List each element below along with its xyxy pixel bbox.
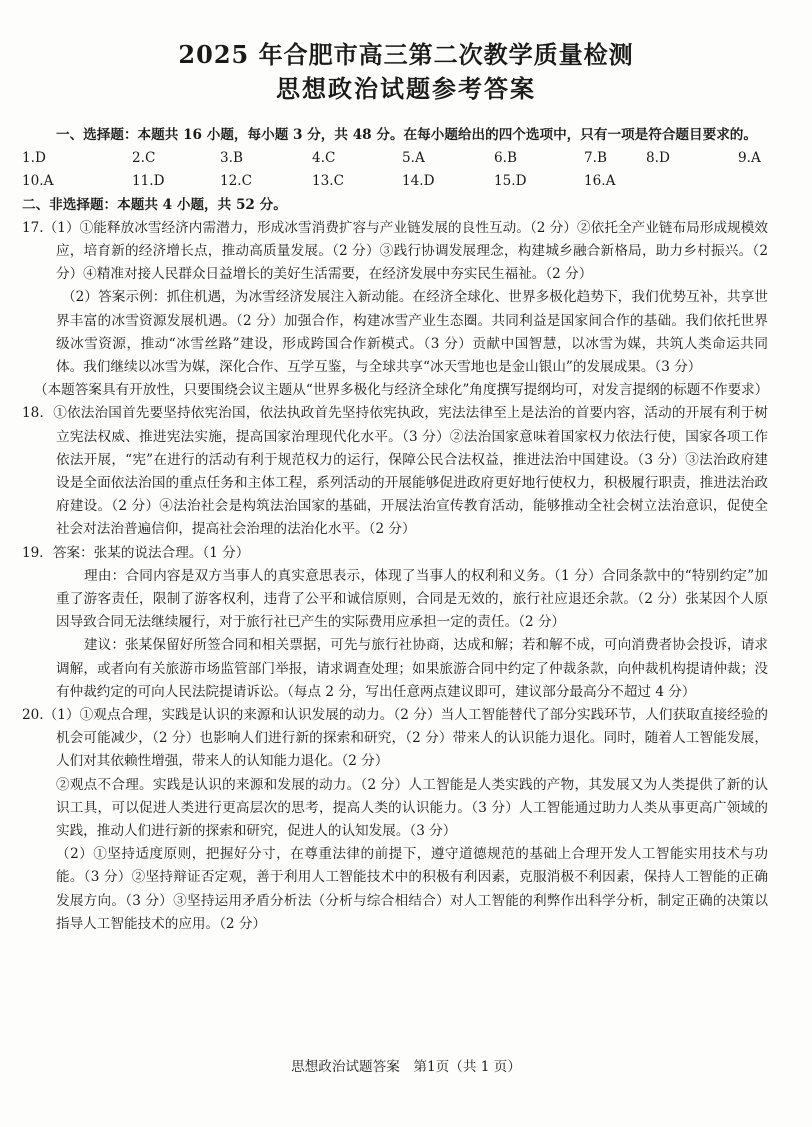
q17-part2: （2）答案示例：抓住机遇，为冰雪经济发展注入新动能。在经济全球化、世界多极化趋势下，我们优势互补，共享世界丰富的冰雪资源发展机遇。（2 分）加强合作，构建冰雪产业生态圈。共同利益是国家间合作的基础。我们依托世界级冰雪资源，推动“冰雪丝路”建设，形成跨国合作新模式。（3 分）贡献中国智慧，以冰雪为媒，共筑人类命运共同体。我们继续以冰雪为媒，深化合作、互学互鉴，与全球共享“冰天雪地也是金山银山”的发展成果。（3 分） (56, 289, 768, 376)
choice-answer: 11.D (132, 173, 165, 190)
choice-answer: 7.B (584, 150, 607, 167)
choice-answer: 13.C (312, 173, 345, 190)
choice-answer: 3.B (220, 150, 243, 167)
choice-answer: 4.C (312, 150, 336, 167)
section1-heading: 一、选择题：本题共 16 小题，每小题 3 分，共 48 分。在每小题给出的四个选项中，只有一项是符合题目要求的。 (56, 127, 757, 143)
choice-answer: 2.C (132, 150, 156, 167)
q20-part2: （2）①坚持适度原则，把握好分寸，在尊重法律的前提下，遵守道德规范的基础上合理开发人工智能实用技术与功能。（3 分）②坚持辩证否定观，善于利用人工智能技术中的积极有利因素，克服消极不利因素，保持人工智能的正确发展方向。（3 分）③坚持运用矛盾分析法（分析与综合相结合）对人工智能的利弊作出科学分析，制定正确的决策以指导人工智能技术的应用。（2 分） (56, 846, 768, 932)
choice-answer: 14.D (402, 173, 435, 190)
choice-answer: 8.D (646, 150, 670, 167)
document-subtitle: 思想政治试题参考答案 (276, 74, 536, 103)
question-18 (22, 402, 768, 541)
question-17 (22, 217, 768, 403)
choice-answer: 9.A (738, 150, 761, 167)
document-title: 2025 年合肥市高三第二次教学质量检测 (178, 40, 634, 69)
choice-answer: 6.B (494, 150, 517, 167)
q18-text: 18．①依法治国首先要坚持依宪治国，依法执政首先坚持依宪执政，宪法法律至上是法治的首要内容，活动的开展有利于树立宪法权威、推进宪法实施，提高国家治理现代化水平。（3 分）②法治国家意味着国家权力依法行使，国家各项工作依法开展，“宪”在进行的活动有利于规范权力的运行，保障公民合法权益，推进法治中国建设。（3 分）③法治政府建设是全面依法治国的重点任务和主体工程，系列活动的开展能够促进政府更好地行使权力，积极履行职责，推进法治政府建设。（2 分）④法治社会是构筑法治国家的基础，开展法治宣传教育活动，能够推动全社会树立法治意识，促使全社会对法治普遍信仰，提高社会治理的法治化水平。（2 分） (22, 405, 768, 538)
q19-answer: 19．答案：张某的说法合理。（1 分） (22, 544, 250, 561)
choice-answer: 5.A (402, 150, 425, 167)
q19-suggestion: 建议：张某保留好所签合同和相关票据，可先与旅行社协商，达成和解；若和解不成，可向消费者协会投诉，请求调解，或者向有关旅游市场监管部门举报，请求调查处理；如果旅游合同中约定了仲裁条款，向仲裁机构提请仲裁；没有仲裁约定的可向人民法院提请诉讼。（每点 2 分，写出任意两点建议即可，建议部分最高分不超过 4 分） (56, 637, 768, 700)
question-20 (22, 704, 768, 936)
q20-part1b: ②观点不合理。实践是认识的来源和发展的动力。（2 分）人工智能是人类实践的产物，其发展又为人类提供了新的认识工具，可以促进人类进行更高层次的思考，提高人类的认识能力。（3 分）人工智能通过助力人类从事更高广领域的实践，推动人们进行新的探索和研究，促进人的认知发展。（3 分） (56, 776, 768, 840)
page-footer: 思想政治试题答案 第1页（共 1 页） (291, 1059, 521, 1075)
q17-note: （本题答案具有开放性，只要围绕会议主题从“世界多极化与经济全球化”角度撰写提纲均可，对发言提纲的标题不作要求） (34, 382, 769, 399)
q19-reason: 理由：合同内容是双方当事人的真实意思表示，体现了当事人的权利和义务。（1 分）合同条款中的“特别约定”加重了游客责任，限制了游客权利，违背了公平和诚信原则，合同是无效的，旅行社应退还余款。（2 分）张某因个人原因导致合同无法继续履行，对于旅行社已产生的实际费用应承担一定的责任。（2 分） (56, 567, 768, 631)
document-body (22, 124, 769, 936)
choice-answers-grid (22, 147, 768, 193)
choice-answer: 15.D (494, 173, 527, 190)
choice-answer: 12.C (220, 173, 253, 190)
q20-part1a: 20.（1）①观点合理，实践是认识的来源和认识发展的动力。（2 分）当人工智能替代了部分实践环节，人们获取直接经验的机会可能减少，（2 分）也影响人们进行新的探索和研究，（2 分）带来人的认识能力退化。同时，随着人工智能发展，人们对其依赖性增强，带来人的认知能力退化。（2 分） (22, 707, 768, 770)
q17-part1: 17.（1）①能释放冰雪经济内需潜力，形成冰雪消费扩容与产业链发展的良性互动。（2 分）②依托全产业链布局形成规模效应，培育新的经济增长点，推动高质量发展。（2 分）③践行协调发展理念，构建城乡融合新格局，助力乡村振兴。（2 分）④精准对接人民群众日益增长的美好生活需要，在经济发展中夯实民生福祉。（2 分） (22, 219, 768, 283)
question-19 (22, 542, 768, 704)
choice-answer: 10.A (22, 173, 54, 190)
choice-answer: 1.D (22, 150, 46, 167)
section2-heading: 二、非选择题：本题共 4 小题，共 52 分。 (22, 196, 287, 213)
choice-answer: 16.A (584, 173, 616, 190)
